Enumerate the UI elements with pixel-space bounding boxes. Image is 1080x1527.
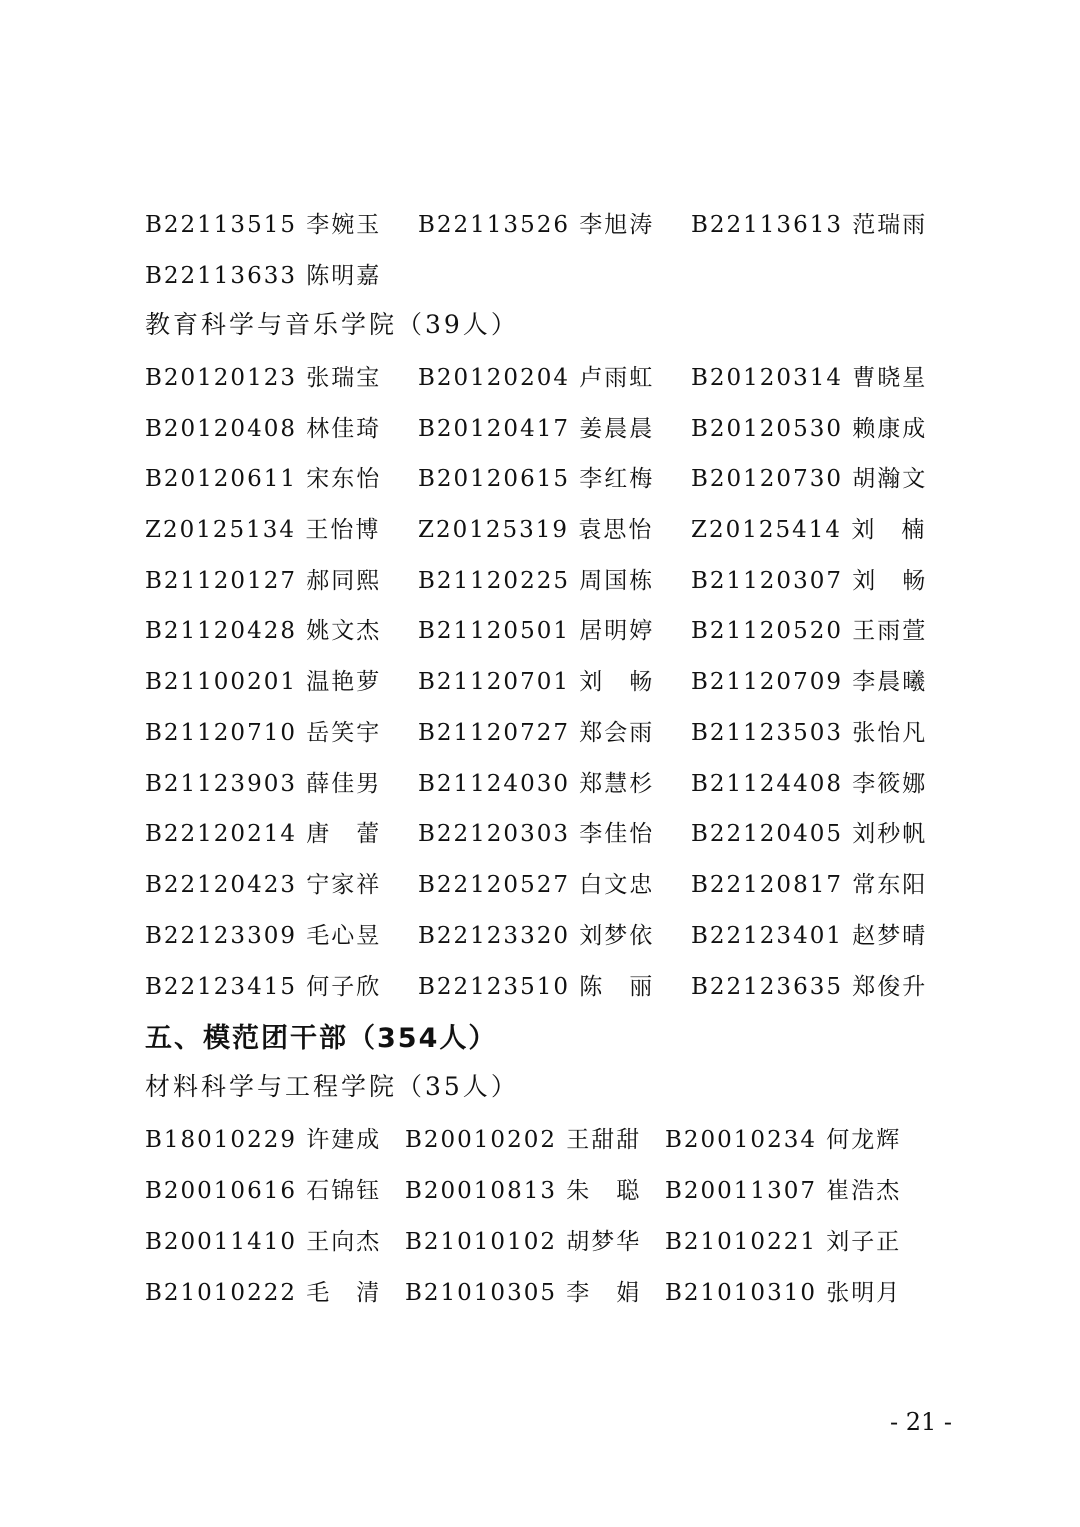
list-item: B21120727 郑会雨 <box>418 720 655 746</box>
list-item: Z20125134 王怡博 <box>145 517 381 543</box>
list-item: B20011307 崔浩杰 <box>665 1178 902 1204</box>
list-item: B20120204 卢雨虹 <box>418 365 655 391</box>
college-heading-materials: 材料科学与工程学院（35人） <box>145 1072 519 1101</box>
section-title: 五、模范团干部（354人） <box>145 1023 498 1054</box>
list-row <box>145 765 965 805</box>
list-row <box>145 562 965 602</box>
list-item: B21010221 刘子正 <box>665 1229 902 1255</box>
list-item: B22120527 白文忠 <box>418 872 655 898</box>
list-item: B21010305 李 娟 <box>405 1280 642 1306</box>
list-row <box>145 511 965 551</box>
list-row <box>145 714 965 754</box>
list-item: B22123415 何子欣 <box>145 974 382 1000</box>
list-item: B22123401 赵梦晴 <box>691 923 928 949</box>
list-item: B22120405 刘秒帆 <box>691 821 928 847</box>
list-item: B21120701 刘 畅 <box>418 669 655 695</box>
list-item: B22120214 唐 蕾 <box>145 821 382 847</box>
list-row <box>145 410 965 450</box>
list-item: B21120710 岳笑宇 <box>145 720 382 746</box>
list-item: B20010616 石锦钰 <box>145 1178 382 1204</box>
list-item: B20010234 何龙辉 <box>665 1127 902 1153</box>
list-item: B22123510 陈 丽 <box>418 974 655 1000</box>
list-row <box>145 359 965 399</box>
list-row <box>145 917 965 957</box>
list-item: B21100201 温艳萝 <box>145 669 382 695</box>
list-row <box>145 1223 965 1263</box>
list-item: B21120127 郝同熙 <box>145 568 382 594</box>
list-row <box>145 663 965 703</box>
list-item: B22123309 毛心昱 <box>145 923 382 949</box>
list-item: B22113613 范瑞雨 <box>691 212 928 238</box>
list-item: B21120520 王雨萱 <box>691 618 928 644</box>
list-row <box>145 1121 965 1161</box>
list-item: B18010229 许建成 <box>145 1127 382 1153</box>
list-item: B20011410 王向杰 <box>145 1229 382 1255</box>
list-item: B21123903 薛佳男 <box>145 771 382 797</box>
list-item: B22120423 宁家祥 <box>145 872 382 898</box>
list-item: B22120303 李佳怡 <box>418 821 655 847</box>
list-item: B20120123 张瑞宝 <box>145 365 382 391</box>
list-item: B21010102 胡梦华 <box>405 1229 642 1255</box>
list-item: B21120428 姚文杰 <box>145 618 382 644</box>
list-row <box>145 257 965 297</box>
list-item: B22120817 常东阳 <box>691 872 928 898</box>
list-item: B20120314 曹晓星 <box>691 365 928 391</box>
list-item: B21123503 张怡凡 <box>691 720 928 746</box>
list-row <box>145 460 965 500</box>
page-number: - 21 - <box>890 1408 953 1436</box>
list-item: B20010202 王甜甜 <box>405 1127 642 1153</box>
list-item: B20120530 赖康成 <box>691 416 928 442</box>
list-row <box>145 206 965 246</box>
list-row <box>145 612 965 652</box>
list-row <box>145 1172 965 1212</box>
list-item: B20120417 姜晨晨 <box>418 416 655 442</box>
list-item: Z20125319 袁思怡 <box>418 517 654 543</box>
list-item: B21124030 郑慧杉 <box>418 771 655 797</box>
list-item: B20120408 林佳琦 <box>145 416 382 442</box>
list-row <box>145 866 965 906</box>
list-item: B22123635 郑俊升 <box>691 974 928 1000</box>
list-item: B21120709 李晨曦 <box>691 669 928 695</box>
list-item: B22123320 刘梦依 <box>418 923 655 949</box>
college-heading-education: 教育科学与音乐学院（39人） <box>145 310 519 339</box>
list-item: B21120501 居明婷 <box>418 618 655 644</box>
list-row <box>145 815 965 855</box>
list-item: B20120611 宋东怡 <box>145 466 382 492</box>
list-item: B22113515 李婉玉 <box>145 212 382 238</box>
list-item: B21010310 张明月 <box>665 1280 902 1306</box>
list-item: B20120730 胡瀚文 <box>691 466 928 492</box>
list-item: B21010222 毛 清 <box>145 1280 382 1306</box>
list-item: B21120307 刘 畅 <box>691 568 928 594</box>
list-row <box>145 1274 965 1314</box>
list-item: B20010813 朱 聪 <box>405 1178 642 1204</box>
list-item: B20120615 李红梅 <box>418 466 655 492</box>
list-item: B21120225 周国栋 <box>418 568 655 594</box>
list-item: B22113633 陈明嘉 <box>145 263 382 289</box>
list-item: B22113526 李旭涛 <box>418 212 655 238</box>
list-item: B21124408 李筱娜 <box>691 771 928 797</box>
list-row <box>145 968 965 1008</box>
list-item: Z20125414 刘 楠 <box>691 517 927 543</box>
